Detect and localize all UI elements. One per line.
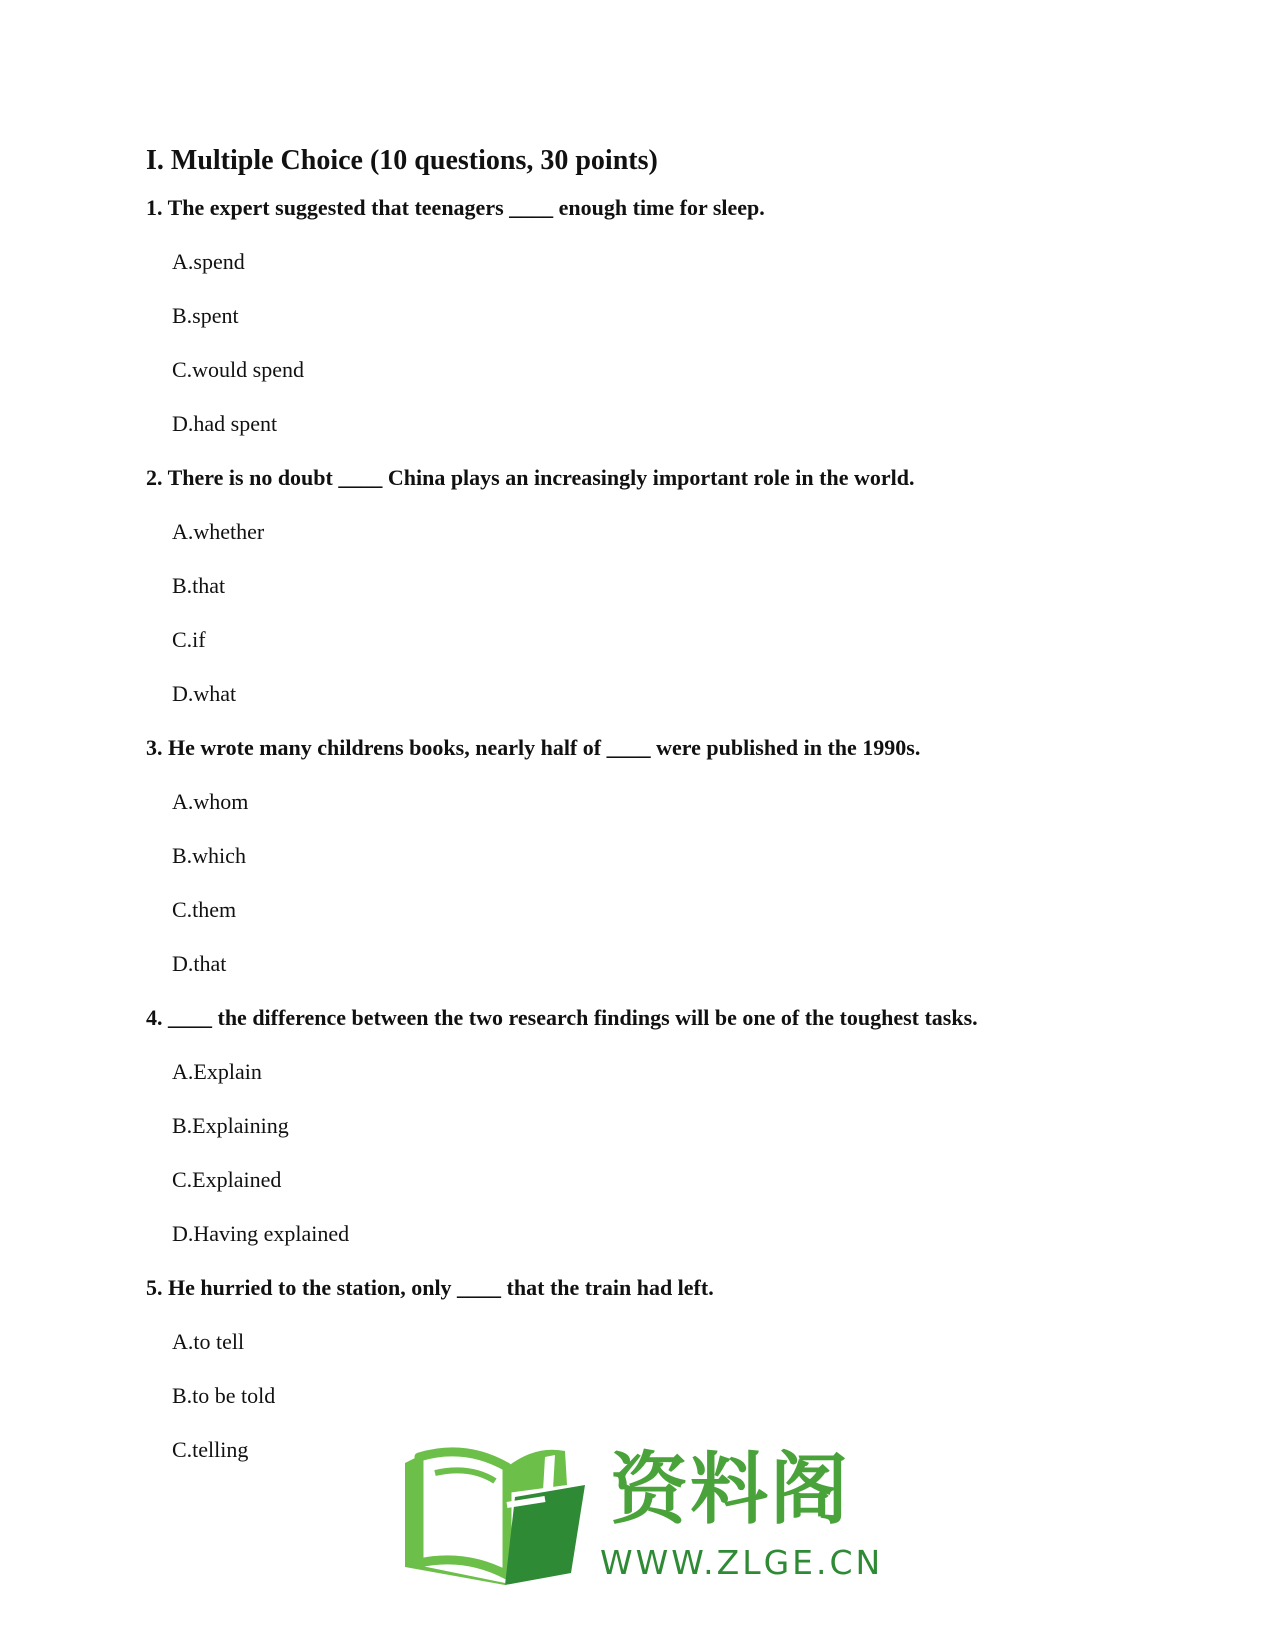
watermark-logo [395, 1445, 884, 1590]
watermark-name: 资料阁 [610, 1445, 851, 1535]
option-b: B.spent [172, 303, 239, 328]
section-title: I. Multiple Choice (10 questions, 30 points) [146, 145, 658, 176]
option-b: B.to be told [172, 1383, 276, 1408]
option-c: C.Explained [172, 1167, 282, 1192]
option-d: D.Having explained [172, 1221, 350, 1246]
option-a: A.whom [172, 789, 249, 814]
document-page [146, 142, 1146, 1490]
question-text: 5. He hurried to the station, only ____ that the train had left. [146, 1275, 714, 1300]
option-c: C.would spend [172, 357, 304, 382]
question-text: 4. ____ the difference between the two research findings will be one of the toughest tasks. [146, 1005, 978, 1030]
option-c: C.telling [172, 1437, 249, 1462]
option-b: B.Explaining [172, 1113, 289, 1138]
question-1 [146, 194, 1146, 438]
option-a: A.spend [172, 249, 245, 274]
question-text: 2. There is no doubt ____ China plays an increasingly important role in the world. [146, 465, 915, 490]
watermark-url: WWW.ZLGE.CN [600, 1543, 884, 1582]
option-d: D.had spent [172, 411, 278, 436]
option-d: D.that [172, 951, 227, 976]
option-d: D.what [172, 681, 237, 706]
question-text: 3. He wrote many childrens books, nearly half of ____ were published in the 1990s. [146, 735, 921, 760]
question-4 [146, 1004, 1146, 1248]
option-c: C.them [172, 897, 237, 922]
option-b: B.that [172, 573, 226, 598]
option-a: A.to tell [172, 1329, 245, 1354]
question-2 [146, 464, 1146, 708]
option-a: A.Explain [172, 1059, 262, 1084]
open-book-icon [395, 1445, 595, 1590]
question-text: 1. The expert suggested that teenagers ____ enough time for sleep. [146, 195, 765, 220]
question-5 [146, 1274, 1146, 1464]
question-3 [146, 734, 1146, 978]
option-a: A.whether [172, 519, 265, 544]
option-b: B.which [172, 843, 246, 868]
option-c: C.if [172, 627, 206, 652]
